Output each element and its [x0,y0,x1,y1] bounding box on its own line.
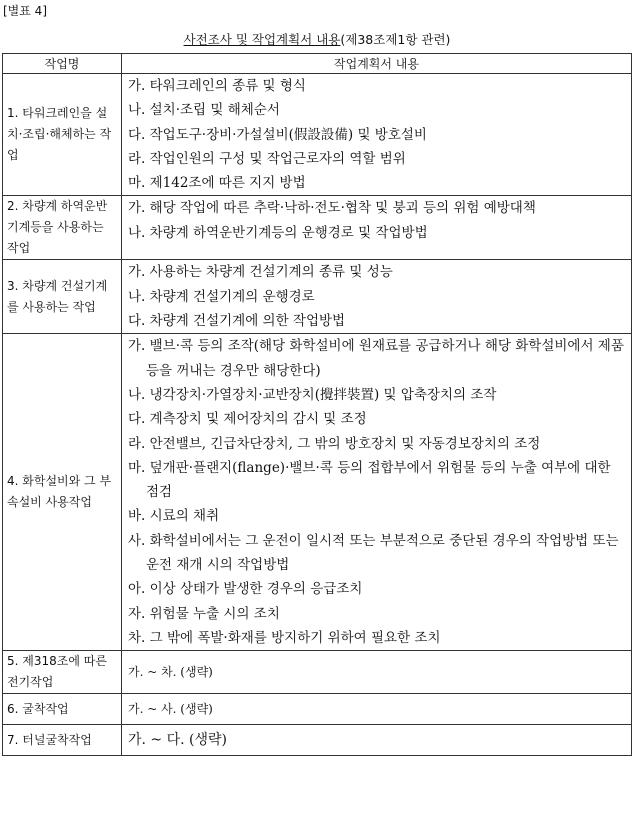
table-row [3,651,632,694]
list-item: 바. 시료의 채취 [128,508,220,525]
document-title [0,30,634,48]
work-name-cell: 4. 화학설비와 그 부속설비 사용작업 [3,334,122,651]
list-item: 가. 타워크레인의 종류 및 형식 [128,78,306,94]
table-row [3,694,632,725]
work-name-cell: 2. 차량계 하역운반기계등을 사용하는 작업 [3,196,122,260]
list-item: 아. 이상 상태가 발생한 경우의 응급조치 [128,581,363,598]
work-name-cell: 6. 굴착작업 [3,694,122,725]
table-header-row [3,54,632,74]
list-item: 마. 덮개판·플랜지(flange)·밸브·콕 등의 접합부에서 위험물 등의 누출 여부에 대한 점검 [128,459,611,501]
title-suffix: (제38조제1항 관련) [340,32,451,47]
list-item: 나. 차량계 하역운반기계등의 운행경로 및 작업방법 [128,224,428,241]
work-name-cell: 1. 타워크레인을 설치·조립·해체하는 작업 [3,74,122,196]
list-item: 가. ~ 다. (생략) [128,732,228,749]
plan-content-cell [122,196,632,260]
list-item: 가. ~ 차. (생략) [128,664,213,679]
work-name-cell: 7. 터널굴착작업 [3,725,122,756]
list-item: 다. 차량계 건설기계에 의한 작업방법 [128,313,346,330]
work-name-cell: 3. 차량계 건설기계를 사용하는 작업 [3,260,122,334]
plan-content-cell [122,260,632,334]
table-row [3,725,632,756]
list-item: 나. 설치·조립 및 해체순서 [128,102,280,119]
list-item: 사. 화학설비에서는 그 운전이 일시적 또는 부분적으로 중단된 경우의 작업방법 또는 운전 재개 시의 작업방법 [128,532,619,574]
list-item: 가. 해당 작업에 따른 추락·낙하·전도·협착 및 붕괴 등의 위험 예방대책 [128,200,536,217]
col-header-work-name: 작업명 [3,54,122,74]
list-item: 가. 사용하는 차량계 건설기계의 종류 및 성능 [128,264,393,281]
list-item: 라. 안전밸브, 긴급차단장치, 그 밖의 방호장치 및 자동경보장치의 조정 [128,435,541,452]
list-item: 차. 그 밖에 폭발·화재를 방지하기 위하여 필요한 조치 [128,629,441,646]
table-row [3,74,632,196]
list-item: 나. 차량계 건설기계의 운행경로 [128,288,315,305]
col-header-plan-content: 작업계획서 내용 [122,54,632,74]
plan-content-cell [122,694,632,725]
list-item: 자. 위험물 누출 시의 조치 [128,605,280,622]
list-item: 다. 계측장치 및 제어장치의 감시 및 조정 [128,411,367,428]
title-main: 사전조사 및 작업계획서 내용 [183,32,341,47]
table-row [3,260,632,334]
annex-label: [별표 4] [3,4,47,18]
list-item: 가. 밸브·콕 등의 조작(해당 화학설비에 원재료를 공급하거나 해당 화학설비에서 제품 등을 꺼내는 경우만 해당한다) [128,338,624,379]
work-name-cell: 5. 제318조에 따른 전기작업 [3,651,122,694]
table-row [3,196,632,260]
list-item: 가. ~ 사. (생략) [128,701,213,716]
list-item: 마. 제142조에 따른 지지 방법 [128,175,306,192]
plan-content-cell [122,74,632,196]
plan-content-cell [122,334,632,651]
work-plan-table [2,53,632,756]
list-item: 나. 냉각장치·가열장치·교반장치(攪拌裝置) 및 압축장치의 조작 [128,386,497,403]
list-item: 라. 작업인원의 구성 및 작업근로자의 역할 범위 [128,150,406,167]
plan-content-cell [122,725,632,756]
plan-content-cell [122,651,632,694]
list-item: 다. 작업도구·장비·가설설비(假設設備) 및 방호설비 [128,126,427,143]
table-row [3,334,632,651]
